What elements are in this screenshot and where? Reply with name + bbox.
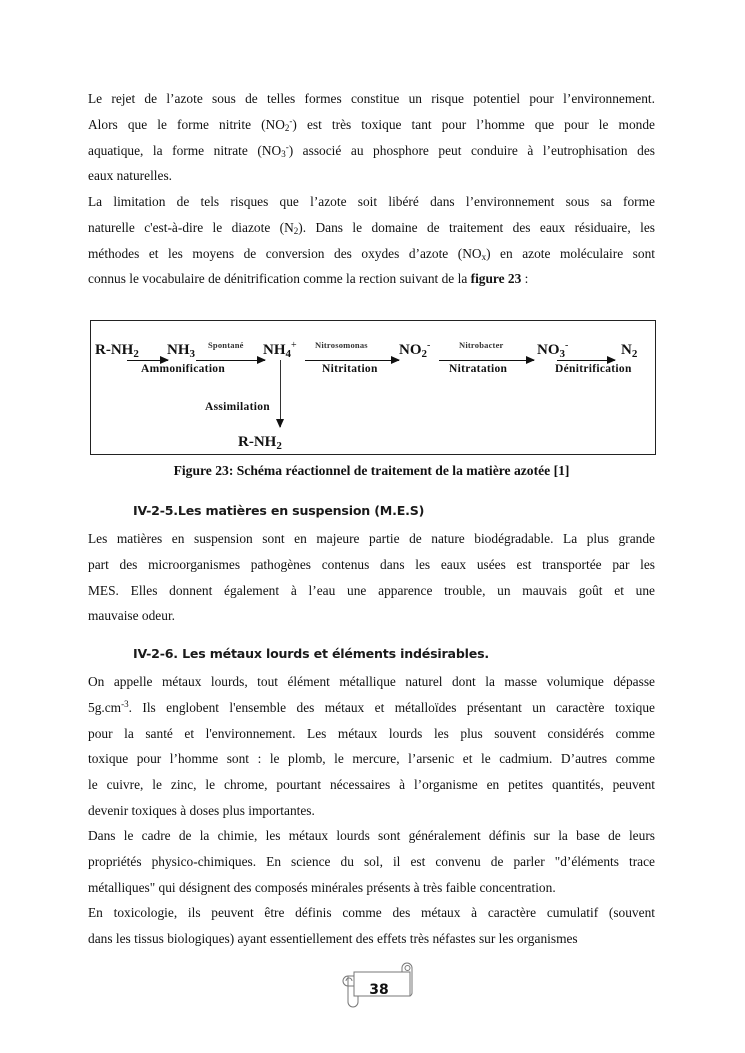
text-line: propriétés physico-chimiques. En science du sol, il est convenu de parler "d’éléments trace [88, 853, 655, 869]
paragraph-toxicology [88, 900, 655, 952]
page-number-badge [340, 962, 418, 1008]
text-line: dans les tissus biologiques) ayant essentiellement des effets très néfastes sur les organismes [88, 930, 578, 946]
figure-reference: figure 23 [470, 271, 522, 287]
paragraph-chemistry [88, 823, 655, 900]
text-line: le cuivre, le zinc, le chrome, pourtant nécessaires à l’organisme en petites quantités, peuvent [88, 777, 655, 793]
species-r-nh2-product: $R-NH_2$ [238, 434, 282, 452]
text-line: Le rejet de l’azote sous de telles formes constitue un risque potentiel pour l’environnement. [88, 91, 655, 106]
label-nitrobacter: Nitrobacter [459, 340, 504, 350]
species-no2: $NO_2^-$ [399, 340, 431, 360]
text-line: méthodes et les moyens de conversion des oxydes d’azote $(NO_x)$ en azote moléculaire sont [88, 245, 655, 262]
text-line: part des microorganismes pathogènes contenus dans les eaux usées est transportée par les [88, 556, 655, 572]
reaction-diagram [90, 320, 656, 455]
arrow-right-icon [196, 360, 265, 361]
label-spontane: Spontané [208, 340, 244, 350]
text-line: Alors que le forme nitrite $(NO_2^-)$ est très toxique tant pour l’homme que pour le monde [88, 115, 655, 133]
section-heading-heavy-metals: IV-2-6. Les métaux lourds et éléments indésirables. [133, 646, 489, 661]
label-assimilation: Assimilation [205, 401, 270, 413]
label-denitrification: Dénitrification [555, 363, 632, 375]
text-line: MES. Elles donnent également à l’eau une apparence trouble, un mauvais goût et une [88, 582, 655, 598]
species-nh3: $NH_3$ [167, 342, 195, 360]
text-line: eaux naturelles. [88, 168, 173, 184]
paragraph-limitation [88, 189, 655, 292]
species-no3: $NO_3^-$ [537, 340, 569, 360]
text-line: devenir toxiques à doses plus importantes. [88, 802, 315, 818]
text-line: On appelle métaux lourds, tout élément métallique naturel dont la masse volumique dépasse [88, 674, 655, 689]
arrow-right-icon [557, 360, 615, 361]
text-line: aquatique, la forme nitrate $(NO_3^-)$ associé au phosphore peut conduire à l’eutrophisation des [88, 141, 655, 159]
species-r-nh2: $R-NH_2$ [95, 342, 139, 360]
text-line: pour la santé et l'environnement. Les métaux lourds les plus souvent considérés comme [88, 725, 655, 741]
text-line: métalliques" qui désignent des composés minérales présents à très faible concentration. [88, 879, 556, 895]
section-heading-mes: IV-2-5.Les matières en suspension (M.E.S) [133, 503, 425, 518]
text-line: connus le vocabulaire de dénitrification comme la rection suivant de la figure 23 : [88, 271, 529, 287]
arrow-right-icon [305, 360, 399, 361]
label-nitratation: Nitratation [449, 363, 508, 375]
label-nitritation: Nitritation [322, 363, 378, 375]
text-line: toxique pour l’homme sont : le plomb, le mercure, l’arsenic et le cadmium. D’autres comme [88, 751, 655, 767]
text-line: Dans le cadre de la chimie, les métaux lourds sont généralement définis sur la base de leurs [88, 828, 655, 843]
text-line: mauvaise odeur. [88, 608, 176, 624]
species-n2: $N_2$ [621, 342, 638, 360]
paragraph-heavy-metals-definition [88, 669, 655, 824]
paragraph-nitrogen-risk [88, 86, 655, 189]
label-nitrosomonas: Nitrosomonas [315, 340, 368, 350]
arrow-right-icon [127, 360, 168, 361]
arrow-right-icon [439, 360, 534, 361]
figure-caption: Figure 23: Schéma réactionnel de traitement de la matière azotée [1] [173, 463, 570, 478]
text-line: Les matières en suspension sont en majeure partie de nature biodégradable. La plus grande [88, 531, 655, 546]
page-number: 38 [369, 982, 389, 998]
text-line: naturelle c'est-à-dire le diazote $(N_2)$. Dans le domaine de traitement des eaux résiduaire, les [88, 219, 655, 236]
text-line: En toxicologie, ils peuvent être définis comme des métaux à caractère cumulatif (souvent [88, 905, 655, 920]
species-nh4: $NH_4^+$ [263, 340, 297, 360]
text-line: $5g.cm^{-3}$. Ils englobent l'ensemble des métaux et métalloïdes présentant un caractère toxique [88, 698, 655, 715]
arrow-down-icon [280, 360, 281, 427]
text-line: La limitation de tels risques que l’azote soit libéré dans l’environnement sous sa forme [88, 194, 655, 209]
paragraph-mes [88, 526, 655, 629]
label-ammonification: Ammonification [141, 363, 226, 375]
